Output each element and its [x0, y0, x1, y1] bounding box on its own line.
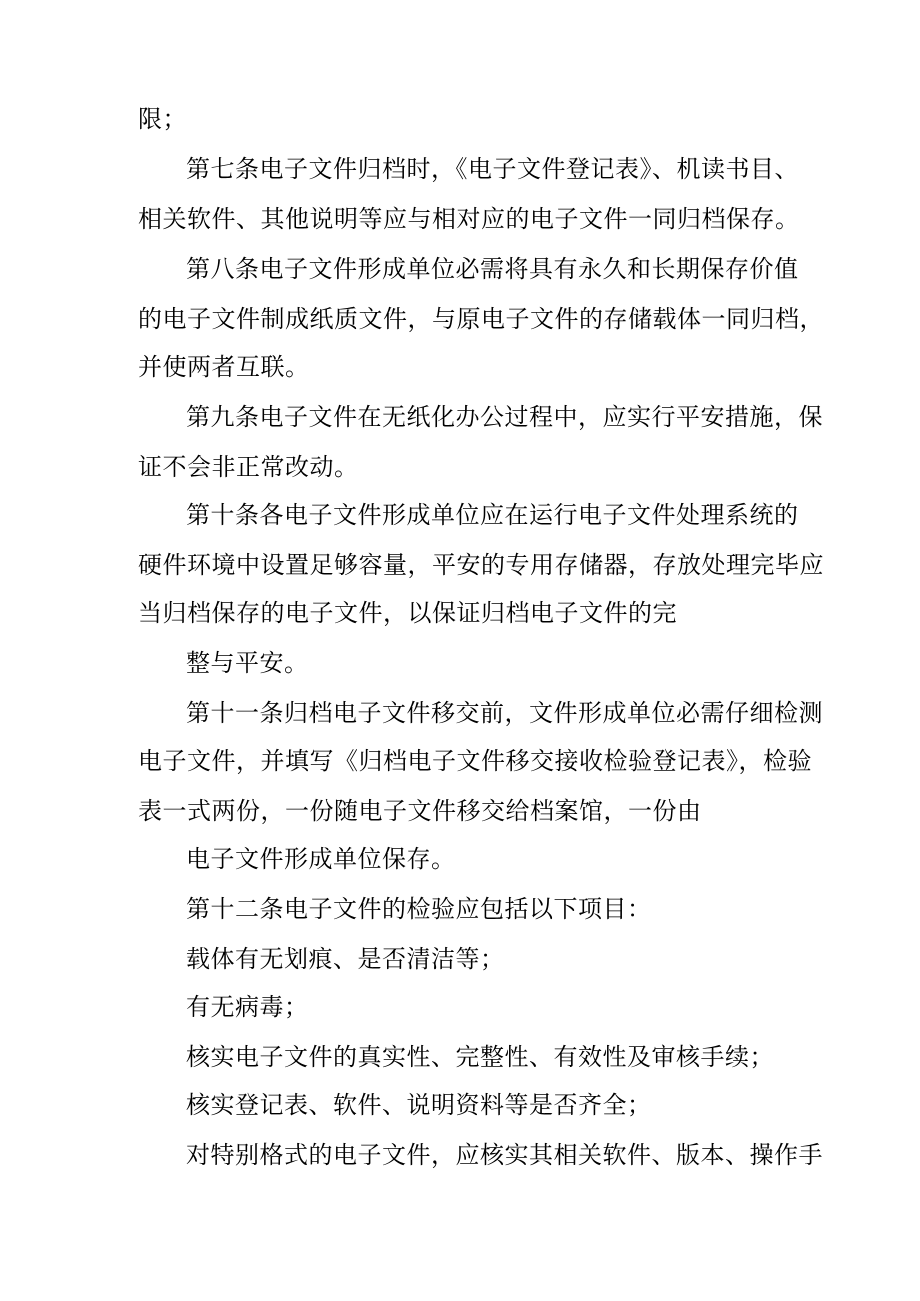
text-line: 硬件环境中设置足够容量，平安的专用存储器，存放处理完毕应 [138, 551, 824, 579]
text-line: 表一式两份，一份随电子文件移交给档案馆，一份由 [138, 797, 702, 825]
text-line: 限； [138, 105, 187, 133]
list-item: 核实登记表、软件、说明资料等是否齐全； [186, 1091, 652, 1119]
article-7-line: 第七条电子文件归档时，《电子文件登记表》、机读书目、 [186, 155, 799, 183]
text-line: 并使两者互联。 [138, 353, 310, 381]
list-item: 核实电子文件的真实性、完整性、有效性及审核手续； [186, 1043, 774, 1071]
text-line: 相关软件、其他说明等应与相对应的电子文件一同归档保存。 [138, 205, 800, 233]
article-11-line: 第十一条归档电子文件移交前，文件形成单位必需仔细检测 [186, 699, 823, 727]
text-line: 电子文件形成单位保存。 [186, 845, 456, 873]
text-line: 证不会非正常改动。 [138, 453, 359, 481]
list-item: 有无病毒； [186, 993, 309, 1021]
article-8-line: 第八条电子文件形成单位必需将具有永久和长期保存价值 [186, 255, 799, 283]
article-10-line: 第十条各电子文件形成单位应在运行电子文件处理系统的 [186, 501, 799, 529]
text-line: 当归档保存的电子文件，以保证归档电子文件的完 [138, 599, 677, 627]
text-line: 电子文件，并填写《归档电子文件移交接收检验登记表》，检验 [138, 747, 812, 775]
list-item: 对特别格式的电子文件，应核实其相关软件、版本、操作手 [186, 1141, 823, 1169]
text-line: 整与平安。 [186, 649, 309, 677]
article-12-line: 第十二条电子文件的检验应包括以下项目： [186, 895, 652, 923]
text-line: 的电子文件制成纸质文件，与原电子文件的存储载体一同归档， [138, 305, 824, 333]
article-9-line: 第九条电子文件在无纸化办公过程中，应实行平安措施，保 [186, 403, 823, 431]
list-item: 载体有无划痕、是否清洁等； [186, 945, 505, 973]
